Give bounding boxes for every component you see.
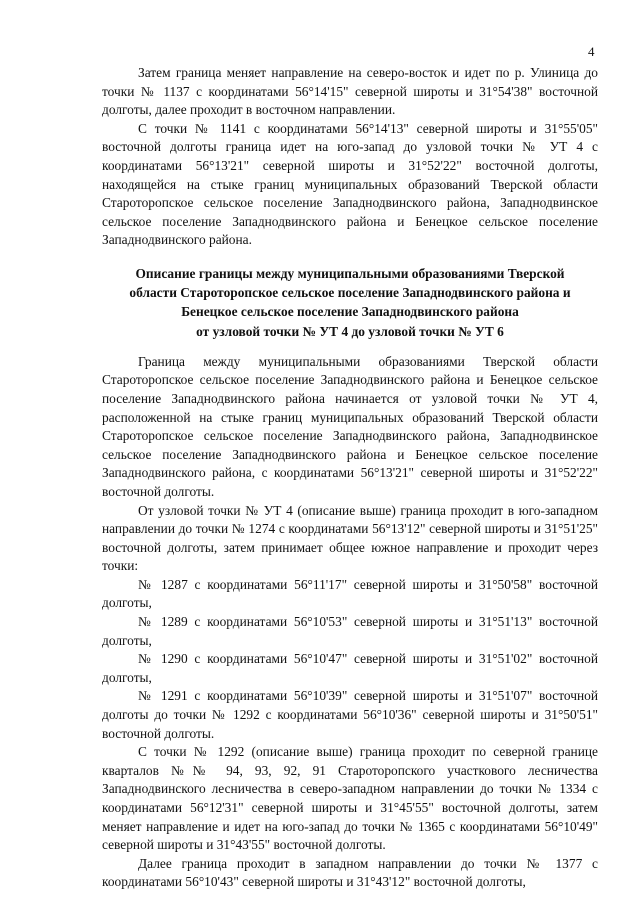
paragraph-point-1291: № 1291 с координатами 56°10'39" северной широты и 31°51'07" восточной долготы до точки № 1292 с координатами 56°10'36" северной широты и 31°50'51" восточной долготы. [102, 688, 598, 741]
document-body [102, 64, 598, 892]
paragraph-border-northeast: Затем граница меняет направление на северо-восток и идет по р. Улиница до точки № 1137 с координатами 56°14'15" северной широты и 31°54'38" восточной долготы, далее проходит в восточном направлении. [102, 65, 598, 118]
section-title-line-1: Описание границы между муниципальными образованиями Тверской [135, 265, 565, 281]
paragraph-from-ut4: От узловой точки № УТ 4 (описание выше) граница проходит в юго-западном направлении до точки № 1274 с координатами 56°13'12" северной широты и 31°51'25" восточной долготы, затем принимает общее южное направление и проходит через точки: [102, 502, 598, 574]
paragraph-point-1292: С точки № 1292 (описание выше) граница проходит по северной границе кварталов №№ 94, 93, 92, 91 Староторопского участкового лесничества Западнодвинского лесничества в северо-западном направлении до точки № 1334 с координатами 56°12'31" северной широты и 31°45'55" восточной долготы, затем меняет направление и идет на юго-запад до точки № 1365 с координатами 56°10'49" северной широты и 31°43'55" восточной долготы. [102, 744, 598, 853]
paragraph-border-start: Граница между муниципальными образованиями Тверской области Староторопское сельское поселение Западнодвинского района и Бенецкое сельское поселение Западнодвинского района начинается от узловой точки № УТ 4, расположенной на стыке границ муниципальных образований Тверской области Староторопское сельское поселение Западнодвинского района, Западнодвинское сельское поселение Западнодвинского района и Бенецкое сельское поселение Западнодвинского района, с координатами 56°13'21" северной широты и 31°52'22" восточной долготы. [102, 353, 598, 499]
paragraph-point-1141: С точки № 1141 с координатами 56°14'13" северной широты и 31°55'05" восточной долготы граница идет на юго-запад до узловой точки № УТ 4 с координатами 56°13'21" северной широты и 31°52'22" восточной долготы, находящейся на стыке границ муниципальных образований Тверской области Староторопское сельское поселение Западнодвинского района, Западнодвинское сельское поселение Западнодвинского района и Бенецкое сельское поселение Западнодвинского района. [102, 120, 598, 248]
section-title-line-3: Бенецкое сельское поселение Западнодвинского района [181, 304, 519, 320]
page-number: 4 [588, 44, 595, 59]
section-title-line-4: от узловой точки № УТ 4 до узловой точки № УТ 6 [196, 323, 504, 339]
paragraph-point-1287: № 1287 с координатами 56°11'17" северной широты и 31°50'58" восточной долготы, [102, 576, 598, 611]
paragraph-point-1377: Далее граница проходит в западном направлении до точки № 1377 с координатами 56°10'43" северной широты и 31°43'12" восточной долготы, [102, 855, 598, 890]
paragraph-point-1290: № 1290 с координатами 56°10'47" северной широты и 31°51'02" восточной долготы, [102, 651, 598, 685]
section-title-line-2: области Староторопское сельское поселение Западнодвинского района и [129, 285, 571, 301]
paragraph-point-1289: № 1289 с координатами 56°10'53" северной широты и 31°51'13" восточной долготы, [102, 614, 598, 648]
section-title [102, 264, 598, 341]
